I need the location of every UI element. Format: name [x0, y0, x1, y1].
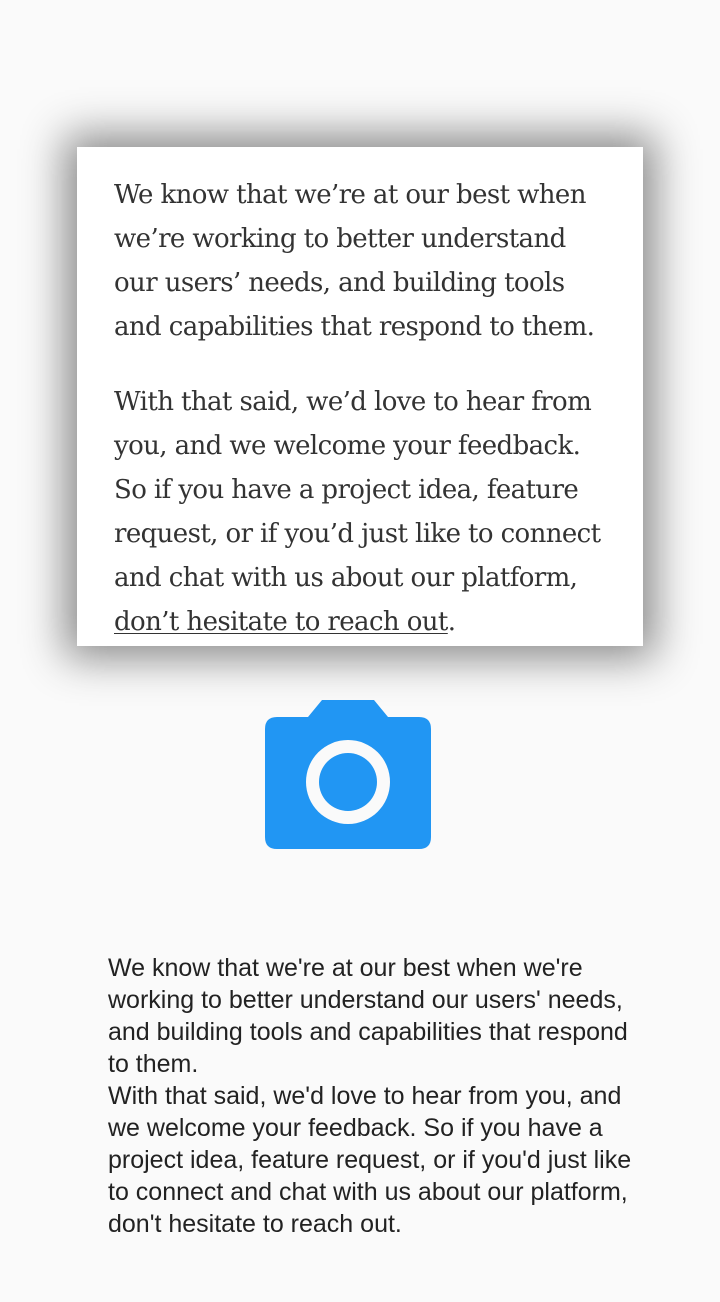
plain-paragraph-1: We know that we're at our best when we're working to better understand our users' needs, and building tools and capabilities that respond to them. — [108, 954, 628, 1078]
plain-paragraph-2: With that said, we'd love to hear from you, and we welcome your feedback. So if you have a project idea, feature request, or if you'd just like to connect and chat with us about our platform, don't hesitate to reach out. — [108, 1082, 632, 1238]
card-paragraph-2 — [114, 380, 607, 644]
plain-text-block — [108, 952, 648, 1240]
card-paragraph-1: We know that we’re at our best when we’re working to better understand our users’ needs, and building tools and capabilities that respond to them. — [114, 180, 595, 342]
rich-text-card — [77, 147, 643, 646]
camera-icon[interactable] — [264, 700, 432, 850]
card-paragraph-2-end: . — [447, 607, 456, 637]
card-paragraph-2-text: With that said, we’d love to hear from you, and we welcome your feedback. So if you have a project idea, feature request, or if you’d just like to connect and chat with us about our platform, — [114, 387, 601, 593]
reach-out-link[interactable]: don’t hesitate to reach out — [114, 607, 448, 637]
